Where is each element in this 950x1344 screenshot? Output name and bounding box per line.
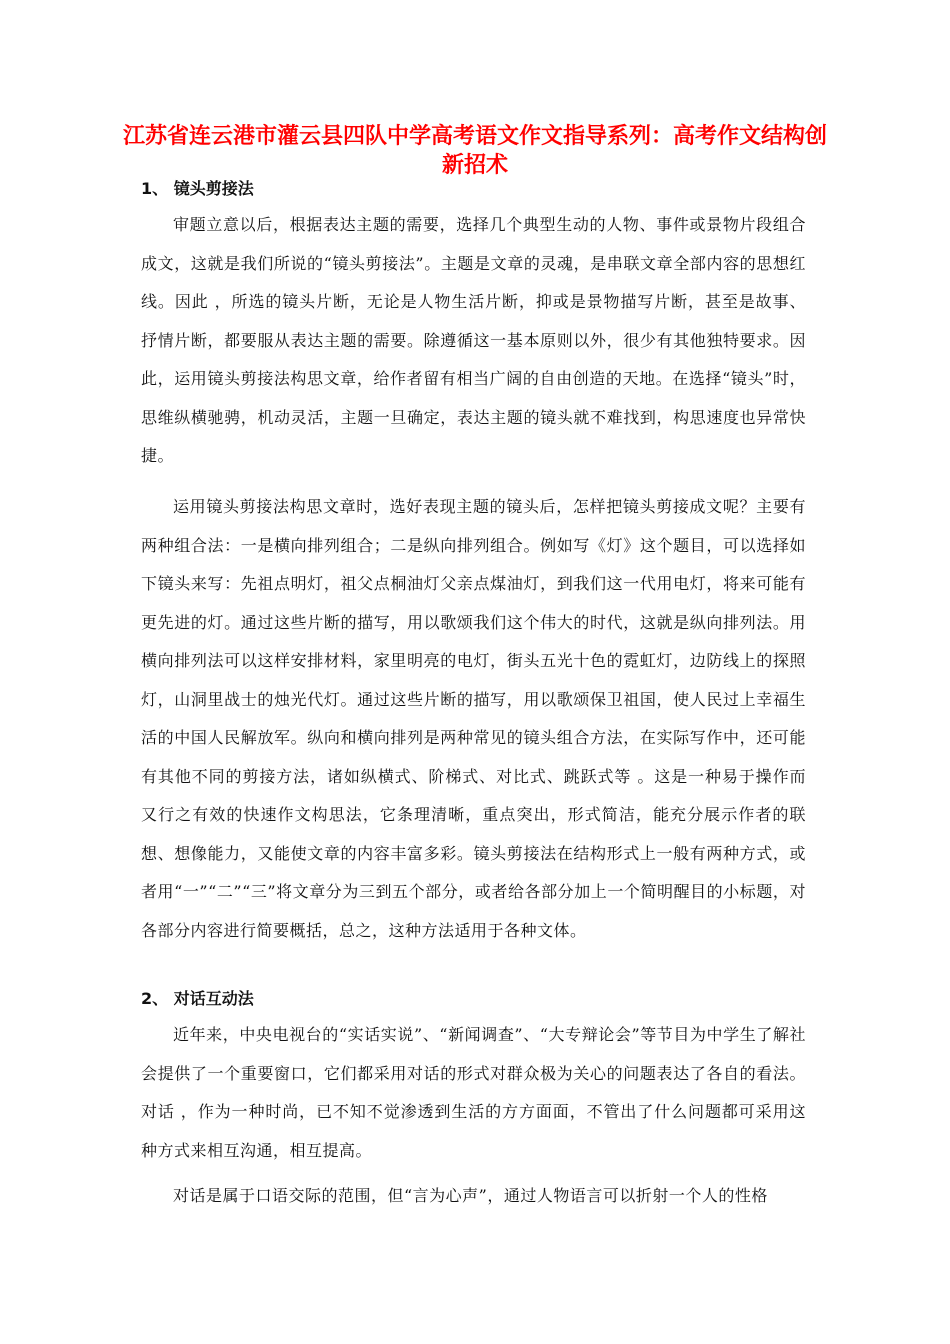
section-2-paragraph-2: 对话是属于口语交际的范围，但“言为心声”，通过人物语言可以折射一个人的性格 [173, 1186, 768, 1205]
section-2-paragraph-1: 近年来，中央电视台的“实话实说”、“新闻调查”、“大专辩论会”等节目为中学生了解社会提供了一个重要窗口，它们都采用对话的形式对群众极为关心的问题表达了各自的看法。对话 ，作为一种时尚，已不知不觉渗透到生活的方方面面，不管出了什么问题都可采用这种方式来相互沟通，相互提高。 [141, 1025, 806, 1160]
section-1-paragraph-2: 运用镜头剪接法构思文章时，选好表现主题的镜头后，怎样把镜头剪接成文呢？主要有两种组合法：一是横向排列组合；二是纵向排列组合。例如写《灯》这个题目，可以选择如下镜头来写：先祖点明灯，祖父点桐油灯父亲点煤油灯，到我们这一代用电灯，将来可能有更先进的灯。通过这些片断的描写，用以歌颂我们这个伟大的时代，这就是纵向排列法。用横向排列法可以这样安排材料，家里明亮的电灯，街头五光十色的霓虹灯，边防线上的探照灯，山洞里战士的烛光代灯。通过这些片断的描写，用以歌颂保卫祖国，使人民过上幸福生活的中国人民解放军。纵向和横向排列是两种常见的镜头组合方法，在实际写作中，还可能有其他不同的剪接方法，诸如纵横式、阶梯式、对比式、跳跃式等 。这是一种易于操作而又行之有效的快速作文构思法，它条理清晰，重点突出，形式简洁，能充分展示作者的联想、想像能力，又能使文章的内容丰富多彩。镜头剪接法在结构形式上一般有两种方式，或者用“一”“二”“三”将文章分为三到五个部分，或者给各部分加上一个简明醒目的小标题，对各部分内容进行简要概括，总之，这种方法适用于各种文体。 [141, 497, 806, 940]
section-1-paragraph-1: 审题立意以后，根据表达主题的需要，选择几个典型生动的人物、事件或景物片段组合成文，这就是我们所说的“镜头剪接法”。主题是文章的灵魂，是串联文章全部内容的思想红线。因此 ，所选的镜头片断，无论是人物生活片断，抑或是景物描写片断，甚至是故事、抒情片断，都要服从表达主题的需要。除遵循这一基本原则以外，很少有其他独特要求。因此，运用镜头剪接法构思文章，给作者留有相当广阔的自由创造的天地。在选择“镜头”时，思维纵横驰骋，机动灵活，主题一旦确定，表达主题的镜头就不难找到，构思速度也异常快捷。 [141, 215, 806, 465]
section-heading-1: 1、 镜头剪接法 [141, 179, 254, 198]
document-title: 江苏省连云港市灌云县四队中学高考语文作文指导系列：高考作文结构创新招术 [122, 124, 827, 178]
section-heading-2: 2、 对话互动法 [141, 989, 254, 1008]
